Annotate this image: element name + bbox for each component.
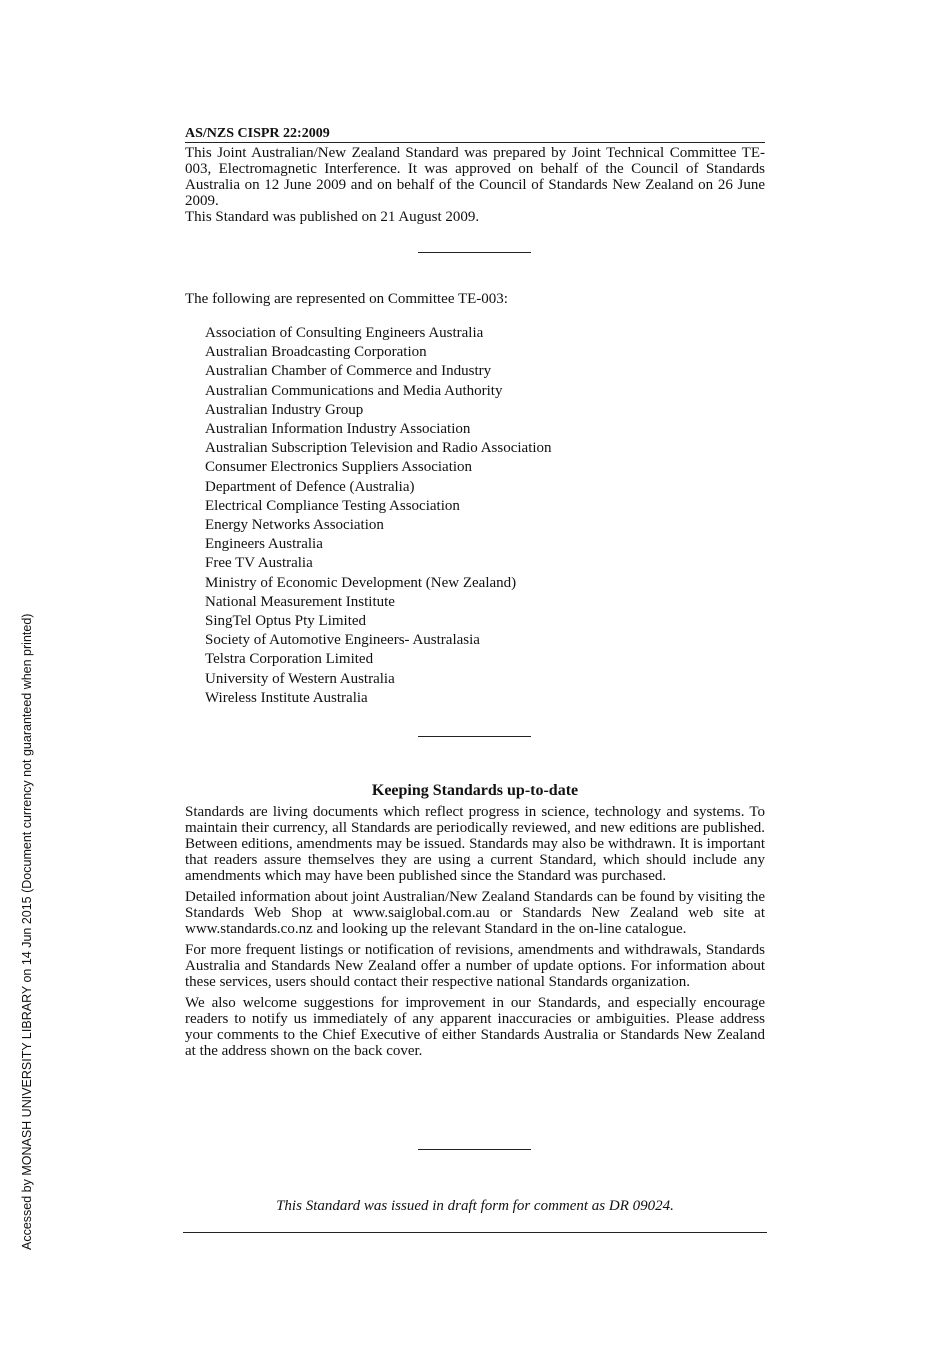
committee-member: Australian Communications and Media Authority <box>205 382 503 399</box>
committee-member: Association of Consulting Engineers Australia <box>205 325 484 341</box>
divider <box>418 736 531 737</box>
draft-note: This Standard was issued in draft form for comment as DR 09024. <box>276 1198 674 1214</box>
committee-member: National Measurement Institute <box>205 593 395 610</box>
committee-member: Wireless Institute Australia <box>205 689 368 706</box>
committee-member: Australian Industry Group <box>205 401 364 418</box>
preface-paragraph: This Standard was published on 21 August 2009. <box>185 209 480 225</box>
committee-member: Australian Information Industry Association <box>205 421 471 438</box>
keeping-standards-body <box>185 804 765 1064</box>
document-page <box>185 0 765 1345</box>
committee-member-list <box>205 324 552 708</box>
committee-member: Free TV Australia <box>205 555 313 572</box>
committee-member: SingTel Optus Pty Limited <box>205 613 367 630</box>
standard-number: AS/NZS CISPR 22:2009 <box>185 125 765 143</box>
committee-member: Australian Broadcasting Corporation <box>205 344 427 361</box>
body-paragraph: Standards are living documents which reflect progress in science, technology and systems. To maintain their currency, all Standards are periodically reviewed, and new editions are published. Between editions, amendments may be issued. Standards may also be withdrawn. It is important that readers assure themselves they are using a current Standard, which should include any amendments which may have been published since the Standard was purchased. <box>185 804 765 884</box>
committee-member: Engineers Australia <box>205 536 323 553</box>
footer-rule <box>183 1232 767 1233</box>
body-paragraph: We also welcome suggestions for improvement in our Standards, and especially encourage readers to notify us immediately of any apparent inaccuracies or ambiguities. Please address your comments to the Chief Executive of either Standards Australia or Standards New Zealand at the address shown on the back cover. <box>185 995 765 1059</box>
committee-member: University of Western Australia <box>205 670 395 687</box>
body-paragraph: For more frequent listings or notification of revisions, amendments and withdrawals, Standards Australia and Standards New Zealand offer a number of update options. For information about these services, users should contact their respective national Standards organization. <box>185 942 765 990</box>
divider <box>418 1149 531 1150</box>
committee-member: Energy Networks Association <box>205 517 384 534</box>
preface-paragraph: This Joint Australian/New Zealand Standard was prepared by Joint Technical Committee TE-003, Electromagnetic Interference. It was approved on behalf of the Council of Standards Australia on 12 June 2009 and on behalf of the Council of Standards New Zealand on 26 June 2009. <box>185 145 765 209</box>
committee-member: Society of Automotive Engineers- Australasia <box>205 632 480 649</box>
committee-member: Department of Defence (Australia) <box>205 478 415 495</box>
committee-member: Telstra Corporation Limited <box>205 651 374 668</box>
committee-intro: The following are represented on Committee TE-003: <box>185 291 508 307</box>
committee-member: Ministry of Economic Development (New Zealand) <box>205 574 517 591</box>
committee-member: Australian Subscription Television and Radio Association <box>205 440 552 457</box>
committee-member: Australian Chamber of Commerce and Industry <box>205 363 492 380</box>
divider <box>418 252 531 253</box>
body-paragraph: Detailed information about joint Australian/New Zealand Standards can be found by visiting the Standards Web Shop at www.saiglobal.com.au or Standards New Zealand web site at www.standards.co.nz and looking up the relevant Standard in the on-line catalogue. <box>185 889 765 937</box>
section-heading: Keeping Standards up-to-date <box>371 782 579 799</box>
committee-member: Consumer Electronics Suppliers Association <box>205 459 473 476</box>
committee-member: Electrical Compliance Testing Association <box>205 497 460 514</box>
preface <box>185 145 765 225</box>
access-watermark: Accessed by MONASH UNIVERSITY LIBRARY on 14 Jun 2015 (Document currency not guaranteed when printed) <box>20 613 34 1250</box>
